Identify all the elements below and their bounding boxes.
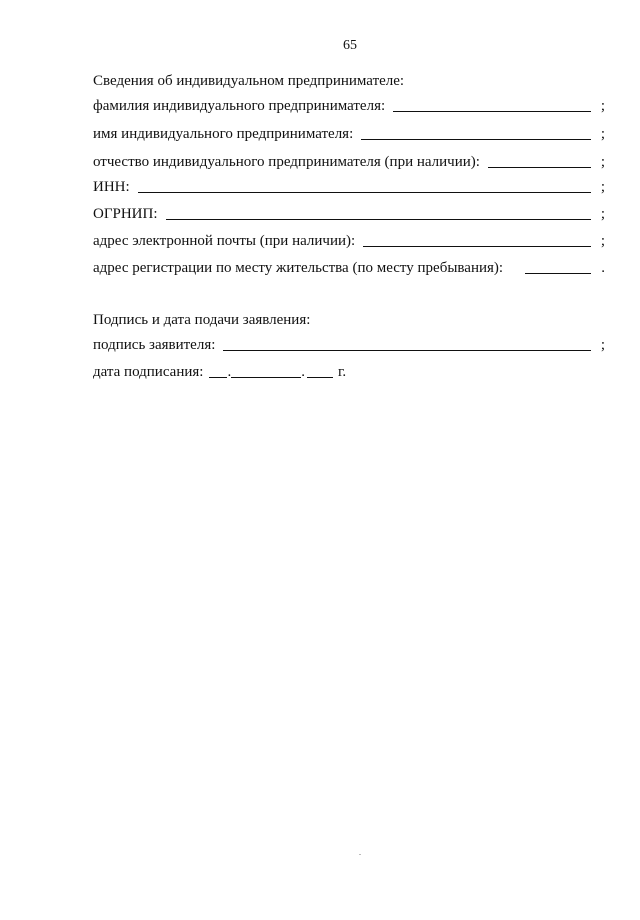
patronymic-blank-line xyxy=(488,153,591,168)
surname-label: фамилия индивидуального предпринимателя: xyxy=(93,98,386,114)
signing-date-label: дата подписания: xyxy=(93,364,204,380)
inn-field xyxy=(93,176,605,196)
signature-end-mark: ; xyxy=(600,337,605,353)
signature-field xyxy=(93,334,605,354)
ogrnip-label: ОГРНИП: xyxy=(93,206,158,222)
signature-blank-line xyxy=(223,336,591,351)
registration-address-end-mark: . xyxy=(601,260,605,276)
page-number: 65 xyxy=(343,38,357,53)
signature-label: подпись заявителя: xyxy=(93,337,216,353)
registration-address-field xyxy=(93,257,605,277)
registration-address-blank-line xyxy=(525,259,591,274)
scan-artifact-mark xyxy=(359,854,361,855)
surname-field xyxy=(93,95,605,115)
email-label: адрес электронной почты (при наличии): xyxy=(93,233,356,249)
email-field xyxy=(93,230,605,250)
patronymic-label: отчество индивидуального предпринимателя (при наличии): xyxy=(93,154,480,170)
date-day-blank xyxy=(209,363,227,378)
surname-blank-line xyxy=(393,97,591,112)
inn-blank-line xyxy=(138,178,591,193)
ogrnip-field xyxy=(93,203,605,223)
date-separator-2: . xyxy=(301,364,305,380)
date-year-blank xyxy=(307,363,333,378)
ogrnip-end-mark: ; xyxy=(600,206,605,222)
inn-end-mark: ; xyxy=(600,179,605,195)
registration-address-label: адрес регистрации по месту жительства (по месту пребывания): xyxy=(93,260,504,276)
patronymic-end-mark: ; xyxy=(600,154,605,170)
first-name-field xyxy=(93,123,605,143)
first-name-end-mark: ; xyxy=(600,126,605,142)
patronymic-field xyxy=(93,151,605,171)
first-name-label: имя индивидуального предпринимателя: xyxy=(93,126,354,142)
date-year-suffix: г. xyxy=(337,364,347,380)
date-month-blank xyxy=(231,363,301,378)
signature-section-heading: Подпись и дата подачи заявления: xyxy=(93,312,311,328)
surname-end-mark: ; xyxy=(600,98,605,114)
date-separator-1: . xyxy=(227,364,232,380)
first-name-blank-line xyxy=(361,125,591,140)
ogrnip-blank-line xyxy=(166,205,591,220)
email-end-mark: ; xyxy=(600,233,605,249)
email-blank-line xyxy=(363,232,591,247)
signing-date-field xyxy=(93,361,346,381)
entrepreneur-section-heading: Сведения об индивидуальном предпринимателе: xyxy=(93,73,405,89)
inn-label: ИНН: xyxy=(93,179,130,195)
